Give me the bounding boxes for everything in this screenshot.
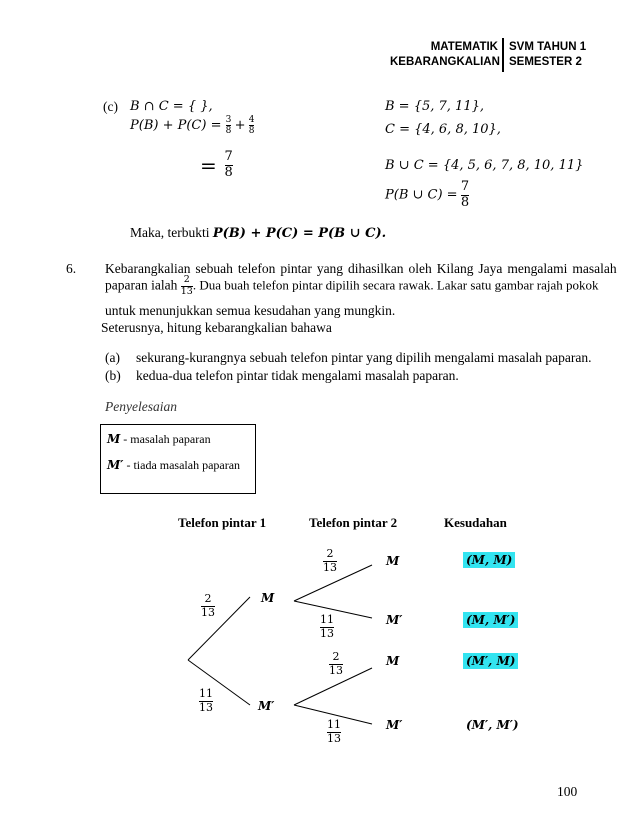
legend-mp-text: - tiada masalah paparan	[123, 458, 241, 472]
outcome-Mp-Mp: (M′, M′)	[466, 718, 519, 732]
fraction-den: 8	[224, 164, 233, 180]
plus-sign: +	[234, 117, 246, 133]
tree-header-phone-2: Telefon pintar 2	[309, 515, 398, 530]
question-line-4: Seterusnya, hitung kebarangkalian bahawa	[101, 320, 332, 335]
fraction-den: 13	[327, 731, 341, 745]
fraction-num: 2	[183, 274, 190, 285]
set-c: C = {4, 6, 8, 10},	[385, 122, 501, 137]
conclusion-math: P(B) + P(C) = P(B ∪ C).	[212, 226, 387, 241]
header-subject-line1: MATEMATIK	[430, 41, 498, 53]
fraction-den: 13	[180, 285, 193, 297]
node-phone2-Mp-a: M′	[386, 613, 403, 627]
tree-header-outcome: Kesudahan	[444, 515, 507, 530]
question-number: 6.	[66, 261, 77, 276]
prob-Mp-then-M	[329, 651, 343, 677]
fraction-den: 8	[460, 194, 470, 210]
question-line-2-pre: paparan ialah	[105, 277, 178, 293]
fraction-den: 13	[323, 560, 337, 574]
fraction-num: 7	[460, 179, 470, 194]
prob-Mp-then-Mp	[327, 719, 341, 745]
node-phone2-Mp-b: M′	[386, 718, 403, 732]
subquestion-b-text: kedua-dua telefon pintar tidak mengalami masalah paparan.	[136, 368, 459, 383]
question-line-1: Kebarangkalian sebuah telefon pintar yang dihasilkan oleh Kilang Jaya mengalami masalah	[105, 261, 617, 276]
prob-M-then-Mp	[320, 614, 334, 640]
header-subject-line2: KEBARANGKALIAN	[390, 56, 500, 68]
question-line-2-post: . Dua buah telefon pintar dipilih secara rawak. Lakar satu gambar rajah pokok	[192, 277, 599, 293]
prob-M-then-M	[323, 548, 337, 574]
page-number: 100	[557, 784, 578, 799]
fraction-num: 2	[332, 650, 340, 663]
subquestion-a-text: sekurang-kurangnya sebuah telefon pintar yang dipilih mengalami masalah paparan.	[136, 350, 592, 365]
conclusion-text: Maka, terbukti	[130, 225, 213, 240]
fraction-den: 8	[225, 126, 232, 137]
fraction-num: 11	[320, 613, 334, 626]
fraction-den: 13	[199, 700, 213, 714]
node-phone2-M-b: M	[386, 654, 400, 668]
node-phone2-M-a: M	[386, 554, 400, 568]
question-line-3: untuk menunjukkan semua kesudahan yang mungkin.	[105, 303, 396, 318]
legend-m-text: - masalah paparan	[120, 432, 211, 446]
prob-first-M	[201, 593, 215, 619]
fraction-num: 2	[204, 592, 212, 605]
outcome-Mp-M: (M′, M)	[463, 653, 518, 669]
fraction-den: 8	[248, 126, 255, 137]
tree-header-phone-1: Telefon pintar 1	[178, 515, 267, 530]
part-c-intersection: B ∩ C = { },	[130, 99, 213, 114]
solution-heading: Penyelesaian	[105, 399, 177, 414]
subquestion-b-label: (b)	[105, 368, 121, 383]
prob-first-Mp	[199, 688, 213, 714]
fraction-num: 2	[326, 547, 334, 560]
outcome-M-Mp: (M, M′)	[463, 612, 518, 628]
part-c-label: (c)	[103, 99, 118, 114]
header-course-line1: SVM TAHUN 1	[509, 41, 587, 53]
set-union: B ∪ C = {4, 5, 6, 7, 8, 10, 11}	[385, 158, 584, 173]
outcome-M-M: (M, M)	[463, 552, 515, 568]
fraction-den: 13	[201, 605, 215, 619]
header-course-line2: SEMESTER 2	[509, 56, 582, 68]
set-b: B = {5, 7, 11},	[385, 99, 484, 114]
node-phone1-M: M	[261, 591, 275, 605]
equals-sign: =	[200, 153, 217, 178]
legend-mp-symbol: M′	[107, 458, 124, 472]
node-phone1-Mp: M′	[258, 699, 275, 713]
fraction-den: 13	[320, 626, 334, 640]
fraction-num: 11	[199, 687, 213, 700]
fraction-num: 4	[248, 115, 255, 125]
legend-m-symbol: M	[107, 432, 121, 446]
fraction-num: 3	[225, 115, 232, 125]
fraction-num: 11	[327, 718, 341, 731]
branch-first-M	[188, 597, 250, 660]
branch-first-Mp	[188, 660, 250, 705]
subquestion-a-label: (a)	[105, 350, 120, 365]
sum-lhs: P(B) + P(C) =	[130, 117, 226, 133]
fraction-num: 7	[224, 149, 233, 164]
fraction-den: 13	[329, 663, 343, 677]
union-prob-lhs: P(B ∪ C) =	[385, 187, 458, 203]
